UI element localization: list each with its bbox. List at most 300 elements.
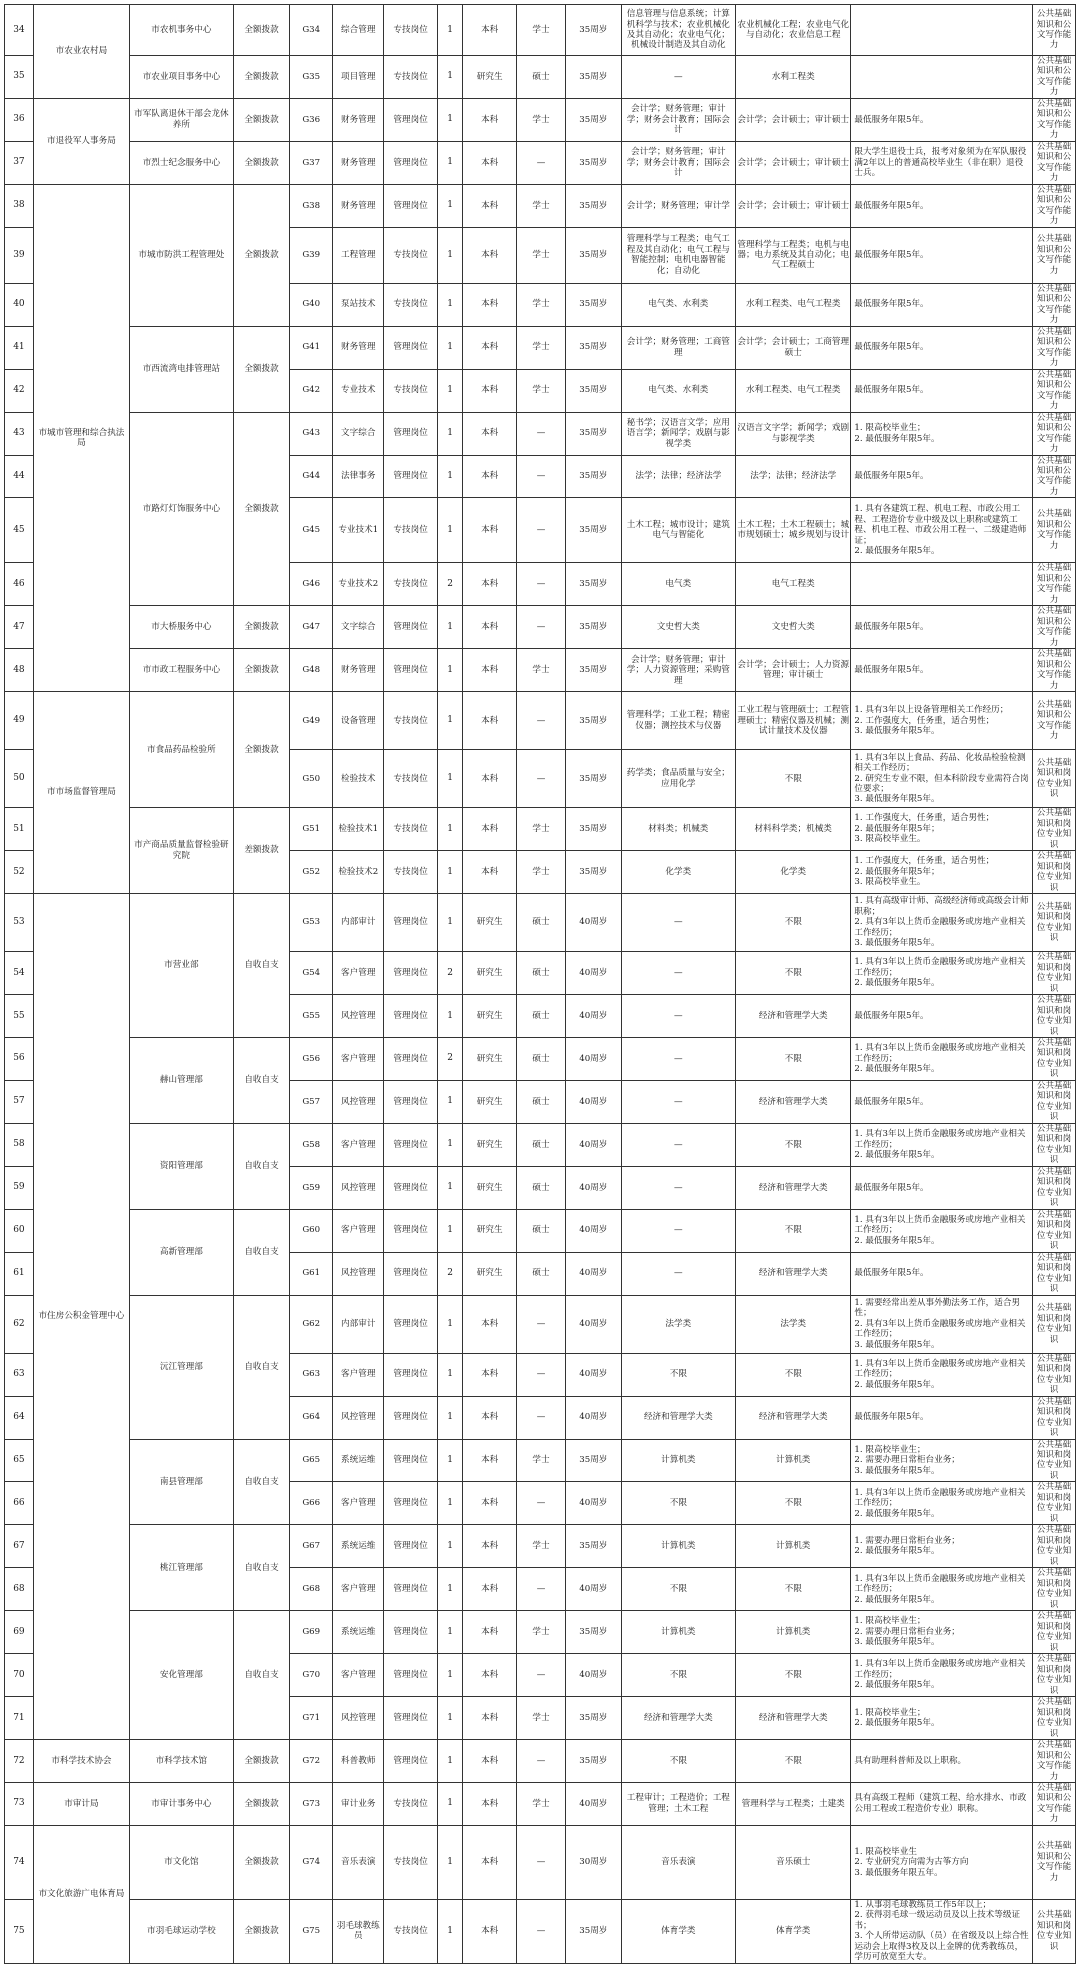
degree: 学士 [516,851,565,894]
other-requirements: 1. 限高校毕业生； 2. 最低服务年限5年。 [851,1697,1033,1740]
degree: 硕士 [516,1123,565,1166]
funding-cell: 全额拨款 [233,1899,290,1963]
hire-count: 1 [437,649,463,692]
degree: 硕士 [516,1080,565,1123]
major-postgrad: 材料科学类；机械类 [736,808,851,851]
position-name: 客户管理 [333,1353,384,1396]
table-row [5,1825,1076,1899]
row-number: 35 [5,56,34,99]
department-cell: 市退役军人事务局 [33,98,129,184]
position-name: 财务管理 [333,98,384,141]
position-code: G43 [290,412,333,455]
degree: 硕士 [516,1209,565,1252]
education: 研究生 [463,1252,516,1295]
hire-count: 1 [437,1783,463,1826]
degree: 学士 [516,369,565,412]
position-name: 风控管理 [333,1252,384,1295]
exam-subject: 公共基础知识和岗位专业知识 [1033,1252,1076,1295]
education: 本科 [463,1396,516,1439]
exam-subject: 公共基础知识和公文写作能力 [1033,498,1076,563]
exam-subject: 公共基础知识和岗位专业知识 [1033,995,1076,1038]
position-name: 风控管理 [333,1166,384,1209]
department-cell: 市住房公积金管理中心 [33,894,129,1740]
exam-subject: 公共基础知识和岗位专业知识 [1033,1353,1076,1396]
row-number: 65 [5,1439,34,1482]
other-requirements: 1. 限高校毕业生； 2. 需要办理日常柜台业务； 3. 最低服务年限5年。 [851,1611,1033,1654]
major-postgrad: 经济和管理学大类 [736,1697,851,1740]
exam-subject: 公共基础知识和公文写作能力 [1033,1783,1076,1826]
other-requirements: 1. 限高校毕业生 2. 专业研究方向需为古筝方向 3. 最低服务年限五年。 [851,1825,1033,1899]
exam-subject: 公共基础知识和岗位专业知识 [1033,894,1076,952]
hire-count: 1 [437,283,463,326]
position-code: G70 [290,1654,333,1697]
table-row [5,98,1076,141]
funding-cell: 差额拨款 [233,808,290,894]
major-undergrad: 不限 [621,1482,735,1525]
position-name: 泵站技术 [333,283,384,326]
major-postgrad: 电气工程类 [736,563,851,606]
row-number: 34 [5,5,34,56]
table-row [5,412,1076,455]
major-postgrad: 会计学；会计硕士；工商管理硕士 [736,326,851,369]
position-code: G57 [290,1080,333,1123]
unit-cell: 赫山管理部 [130,1038,234,1124]
other-requirements: 1. 具有3年以上设备管理相关工作经历； 2. 工作强度大，任务重，适合男性； 3. 最低服务年限5年。 [851,692,1033,750]
other-requirements: 具有高级工程师（建筑工程、给水排水、市政公用工程或工程造价专业）职称。 [851,1783,1033,1826]
other-requirements: 1. 具有3年以上货币金融服务或房地产业相关工作经历； 2. 最低服务年限5年。 [851,1038,1033,1081]
major-postgrad: 计算机类 [736,1439,851,1482]
position-type: 管理岗位 [384,1439,437,1482]
position-type: 管理岗位 [384,1568,437,1611]
age-limit: 35周岁 [566,369,622,412]
hire-count: 1 [437,498,463,563]
row-number: 36 [5,98,34,141]
major-undergrad: 不限 [621,1654,735,1697]
major-postgrad: 不限 [736,952,851,995]
table-row [5,1740,1076,1783]
education: 本科 [463,1568,516,1611]
funding-cell: 全额拨款 [233,649,290,692]
degree: 硕士 [516,1166,565,1209]
position-type: 专技岗位 [384,498,437,563]
age-limit: 40周岁 [566,1166,622,1209]
position-code: G51 [290,808,333,851]
age-limit: 35周岁 [566,98,622,141]
other-requirements: 1. 具有3年以上食品、药品、化妆品检验检测相关工作经历； 2. 研究生专业不限，但本科阶段专业需符合岗位要求； 3. 最低服务年限5年。 [851,750,1033,808]
education: 本科 [463,606,516,649]
other-requirements: 最低服务年限5年。 [851,1166,1033,1209]
other-requirements: 最低服务年限5年。 [851,227,1033,283]
position-type: 管理岗位 [384,1209,437,1252]
position-type: 管理岗位 [384,1123,437,1166]
major-postgrad: 水利工程类 [736,56,851,99]
unit-cell: 市大桥服务中心 [130,606,234,649]
degree: 学士 [516,283,565,326]
position-type: 管理岗位 [384,1740,437,1783]
education: 本科 [463,692,516,750]
major-postgrad: 不限 [736,1568,851,1611]
position-type: 专技岗位 [384,56,437,99]
age-limit: 35周岁 [566,606,622,649]
unit-cell: 安化管理部 [130,1611,234,1740]
other-requirements: 1. 具有高级审计师、高级经济师或高级会计师职称； 2. 具有3年以上货币金融服务或房地产业相关工作经历； 3. 最低服务年限5年。 [851,894,1033,952]
exam-subject: 公共基础知识和岗位专业知识 [1033,750,1076,808]
education: 研究生 [463,995,516,1038]
education: 研究生 [463,1123,516,1166]
position-type: 管理岗位 [384,1038,437,1081]
education: 研究生 [463,1080,516,1123]
position-type: 专技岗位 [384,5,437,56]
major-postgrad: 会计学；会计硕士；审计硕士 [736,98,851,141]
other-requirements: 最低服务年限5年。 [851,326,1033,369]
age-limit: 35周岁 [566,184,622,227]
exam-subject: 公共基础知识和公文写作能力 [1033,369,1076,412]
major-postgrad: 土木工程；土木工程硕士；城市规划硕士；城乡规划与设计 [736,498,851,563]
funding-cell: 自收自支 [233,1295,290,1439]
row-number: 55 [5,995,34,1038]
other-requirements: 最低服务年限5年。 [851,184,1033,227]
position-code: G37 [290,141,333,184]
position-name: 风控管理 [333,1080,384,1123]
row-number: 72 [5,1740,34,1783]
position-type: 管理岗位 [384,455,437,498]
exam-subject: 公共基础知识和公文写作能力 [1033,1825,1076,1899]
exam-subject: 公共基础知识和公文写作能力 [1033,326,1076,369]
row-number: 47 [5,606,34,649]
other-requirements: 1. 具有3年以上货币金融服务或房地产业相关工作经历； 2. 最低服务年限5年。 [851,1123,1033,1166]
hire-count: 1 [437,1396,463,1439]
table-row [5,141,1076,184]
position-name: 客户管理 [333,952,384,995]
exam-subject: 公共基础知识和公文写作能力 [1033,184,1076,227]
hire-count: 1 [437,1740,463,1783]
other-requirements: 1. 需要经常出差从事外勤法务工作，适合男性； 2. 具有3年以上货币金融服务或房地产业相关工作经历； 3. 最低服务年限5年。 [851,1295,1033,1353]
position-code: G36 [290,98,333,141]
unit-cell: 市农机事务中心 [130,5,234,56]
funding-cell: 全额拨款 [233,1825,290,1899]
position-name: 客户管理 [333,1123,384,1166]
table-row [5,1899,1076,1963]
position-code: G41 [290,326,333,369]
position-code: G39 [290,227,333,283]
funding-cell: 全额拨款 [233,1740,290,1783]
position-name: 综合管理 [333,5,384,56]
position-type: 管理岗位 [384,1252,437,1295]
position-code: G68 [290,1568,333,1611]
position-name: 系统运维 [333,1439,384,1482]
age-limit: 40周岁 [566,1654,622,1697]
major-undergrad: 会计学；财务管理；审计学；财务会计教育；国际会计 [621,98,735,141]
degree: — [516,692,565,750]
row-number: 54 [5,952,34,995]
other-requirements: 1. 具有3年以上货币金融服务或房地产业相关工作经历； 2. 最低服务年限5年。 [851,1209,1033,1252]
other-requirements: 最低服务年限5年。 [851,283,1033,326]
major-undergrad: 经济和管理学大类 [621,1697,735,1740]
hire-count: 1 [437,455,463,498]
hire-count: 1 [437,1654,463,1697]
major-undergrad: 计算机类 [621,1611,735,1654]
major-postgrad: 会计学；会计硕士；审计硕士 [736,184,851,227]
unit-cell: 市农业项目事务中心 [130,56,234,99]
hire-count: 1 [437,1295,463,1353]
other-requirements [851,5,1033,56]
degree: 学士 [516,808,565,851]
major-undergrad: — [621,1080,735,1123]
unit-cell: 桃江管理部 [130,1525,234,1611]
hire-count: 1 [437,1899,463,1963]
degree: — [516,1825,565,1899]
age-limit: 35周岁 [566,141,622,184]
major-postgrad: 不限 [736,894,851,952]
other-requirements [851,563,1033,606]
education: 研究生 [463,952,516,995]
degree: 学士 [516,1611,565,1654]
position-code: G62 [290,1295,333,1353]
major-undergrad: 管理科学；工业工程；精密仪器；测控技术与仪器 [621,692,735,750]
unit-cell: 市军队离退休干部会龙休养所 [130,98,234,141]
position-code: G44 [290,455,333,498]
age-limit: 35周岁 [566,1525,622,1568]
exam-subject: 公共基础知识和公文写作能力 [1033,227,1076,283]
education: 本科 [463,649,516,692]
major-postgrad: 工业工程与管理硕士；工程管理硕士；精密仪器及机械；测试计量技术及仪器 [736,692,851,750]
row-number: 39 [5,227,34,283]
exam-subject: 公共基础知识和公文写作能力 [1033,5,1076,56]
education: 本科 [463,412,516,455]
row-number: 70 [5,1654,34,1697]
unit-cell: 市营业部 [130,894,234,1038]
exam-subject: 公共基础知识和岗位专业知识 [1033,1166,1076,1209]
position-name: 检验技术1 [333,808,384,851]
degree: 硕士 [516,995,565,1038]
table-row [5,1295,1076,1353]
hire-count: 1 [437,1080,463,1123]
hire-count: 2 [437,1038,463,1081]
position-code: G66 [290,1482,333,1525]
table-row [5,1439,1076,1482]
position-name: 风控管理 [333,995,384,1038]
exam-subject: 公共基础知识和岗位专业知识 [1033,808,1076,851]
age-limit: 35周岁 [566,750,622,808]
other-requirements [851,56,1033,99]
degree: — [516,1482,565,1525]
major-postgrad: 化学类 [736,851,851,894]
unit-cell: 市产商品质量监督检验研究院 [130,808,234,894]
unit-cell: 市城市防洪工程管理处 [130,184,234,326]
age-limit: 35周岁 [566,649,622,692]
degree: 硕士 [516,56,565,99]
degree: 硕士 [516,952,565,995]
row-number: 43 [5,412,34,455]
education: 本科 [463,1611,516,1654]
exam-subject: 公共基础知识和公文写作能力 [1033,141,1076,184]
position-code: G67 [290,1525,333,1568]
age-limit: 40周岁 [566,1038,622,1081]
position-type: 管理岗位 [384,326,437,369]
position-name: 客户管理 [333,1209,384,1252]
major-postgrad: 管理科学与工程类；电机与电器；电力系统及其自动化；电气工程硕士 [736,227,851,283]
age-limit: 40周岁 [566,894,622,952]
hire-count: 1 [437,1568,463,1611]
major-postgrad: 会计学；会计硕士；审计硕士 [736,141,851,184]
major-undergrad: — [621,1123,735,1166]
row-number: 37 [5,141,34,184]
age-limit: 35周岁 [566,227,622,283]
funding-cell: 全额拨款 [233,1783,290,1826]
row-number: 73 [5,1783,34,1826]
position-type: 管理岗位 [384,184,437,227]
funding-cell: 全额拨款 [233,692,290,808]
exam-subject: 公共基础知识和岗位专业知识 [1033,1123,1076,1166]
major-postgrad: 经济和管理学大类 [736,1396,851,1439]
education: 研究生 [463,56,516,99]
exam-subject: 公共基础知识和岗位专业知识 [1033,1038,1076,1081]
degree: — [516,606,565,649]
major-postgrad: 水利工程类、电气工程类 [736,283,851,326]
other-requirements: 最低服务年限5年。 [851,1080,1033,1123]
row-number: 71 [5,1697,34,1740]
funding-cell: 全额拨款 [233,412,290,606]
row-number: 46 [5,563,34,606]
row-number: 67 [5,1525,34,1568]
position-type: 管理岗位 [384,141,437,184]
unit-cell: 市市政工程服务中心 [130,649,234,692]
degree: — [516,1295,565,1353]
exam-subject: 公共基础知识和岗位专业知识 [1033,1209,1076,1252]
education: 本科 [463,1482,516,1525]
hire-count: 1 [437,1166,463,1209]
position-code: G71 [290,1697,333,1740]
hire-count: 1 [437,1353,463,1396]
major-undergrad: 材料类；机械类 [621,808,735,851]
exam-subject: 公共基础知识和岗位专业知识 [1033,1654,1076,1697]
other-requirements: 1. 具有3年以上货币金融服务或房地产业相关工作经历； 2. 最低服务年限5年。 [851,952,1033,995]
education: 本科 [463,141,516,184]
hire-count: 1 [437,851,463,894]
position-code: G61 [290,1252,333,1295]
age-limit: 40周岁 [566,1568,622,1611]
position-code: G75 [290,1899,333,1963]
row-number: 52 [5,851,34,894]
major-undergrad: 会计学；财务管理；审计学；人力资源管理；采购管理 [621,649,735,692]
education: 本科 [463,5,516,56]
major-postgrad: 不限 [736,1038,851,1081]
exam-subject: 公共基础知识和公文写作能力 [1033,649,1076,692]
age-limit: 35周岁 [566,5,622,56]
department-cell: 市审计局 [33,1783,129,1826]
exam-subject: 公共基础知识和岗位专业知识 [1033,1396,1076,1439]
major-undergrad: — [621,56,735,99]
exam-subject: 公共基础知识和公文写作能力 [1033,283,1076,326]
education: 本科 [463,227,516,283]
other-requirements: 1. 从事羽毛球教练员工作5年以上； 2. 获得羽毛球一级运动员及以上技术等级证书； 3. 个人所带运动队（员）在省级及以上综合性运动会上取得3枚及以上金牌的优秀教练员，学历可放宽至大专。 [851,1899,1033,1963]
hire-count: 1 [437,1439,463,1482]
age-limit: 35周岁 [566,808,622,851]
exam-subject: 公共基础知识和岗位专业知识 [1033,1295,1076,1353]
major-postgrad: 水利工程类、电气工程类 [736,369,851,412]
row-number: 64 [5,1396,34,1439]
row-number: 53 [5,894,34,952]
degree: — [516,1396,565,1439]
position-code: G73 [290,1783,333,1826]
position-code: G69 [290,1611,333,1654]
major-postgrad: 汉语言文字学；新闻学；戏剧与影视学类 [736,412,851,455]
hire-count: 1 [437,1123,463,1166]
exam-subject: 公共基础知识和公文写作能力 [1033,1740,1076,1783]
education: 本科 [463,1295,516,1353]
position-type: 专技岗位 [384,1825,437,1899]
education: 本科 [463,1525,516,1568]
funding-cell: 自收自支 [233,1525,290,1611]
education: 本科 [463,498,516,563]
hire-count: 1 [437,894,463,952]
unit-cell: 高新管理部 [130,1209,234,1295]
position-name: 专业技术 [333,369,384,412]
hire-count: 1 [437,1611,463,1654]
major-undergrad: — [621,894,735,952]
degree: — [516,455,565,498]
position-name: 工程管理 [333,227,384,283]
row-number: 44 [5,455,34,498]
position-code: G40 [290,283,333,326]
major-postgrad: 音乐硕士 [736,1825,851,1899]
major-undergrad: — [621,952,735,995]
row-number: 57 [5,1080,34,1123]
position-name: 检验技术 [333,750,384,808]
position-code: G50 [290,750,333,808]
exam-subject: 公共基础知识和公文写作能力 [1033,56,1076,99]
degree: 学士 [516,184,565,227]
row-number: 58 [5,1123,34,1166]
row-number: 68 [5,1568,34,1611]
exam-subject: 公共基础知识和岗位专业知识 [1033,1899,1076,1963]
position-name: 风控管理 [333,1697,384,1740]
age-limit: 40周岁 [566,1783,622,1826]
other-requirements: 1. 工作强度大，任务重，适合男性； 2. 最低服务年限5年； 3. 限高校毕业生。 [851,851,1033,894]
hire-count: 1 [437,98,463,141]
degree: 学士 [516,326,565,369]
row-number: 49 [5,692,34,750]
major-undergrad: — [621,1166,735,1209]
funding-cell: 自收自支 [233,1123,290,1209]
education: 本科 [463,1353,516,1396]
position-code: G65 [290,1439,333,1482]
other-requirements: 1. 工作强度大，任务重，适合男性； 2. 最低服务年限5年； 3. 限高校毕业生。 [851,808,1033,851]
row-number: 69 [5,1611,34,1654]
department-cell: 市文化旅游广电体育局 [33,1825,129,1963]
position-code: G54 [290,952,333,995]
table-row [5,692,1076,750]
degree: — [516,563,565,606]
table-row [5,606,1076,649]
position-name: 设备管理 [333,692,384,750]
position-type: 管理岗位 [384,995,437,1038]
position-code: G72 [290,1740,333,1783]
position-code: G46 [290,563,333,606]
exam-subject: 公共基础知识和公文写作能力 [1033,563,1076,606]
position-code: G45 [290,498,333,563]
other-requirements: 1. 具有3年以上货币金融服务或房地产业相关工作经历； 2. 最低服务年限5年。 [851,1654,1033,1697]
row-number: 45 [5,498,34,563]
funding-cell: 全额拨款 [233,56,290,99]
funding-cell: 全额拨款 [233,141,290,184]
exam-subject: 公共基础知识和公文写作能力 [1033,455,1076,498]
position-name: 系统运维 [333,1525,384,1568]
row-number: 66 [5,1482,34,1525]
major-undergrad: 计算机类 [621,1439,735,1482]
position-name: 文字综合 [333,412,384,455]
table-row [5,1038,1076,1081]
